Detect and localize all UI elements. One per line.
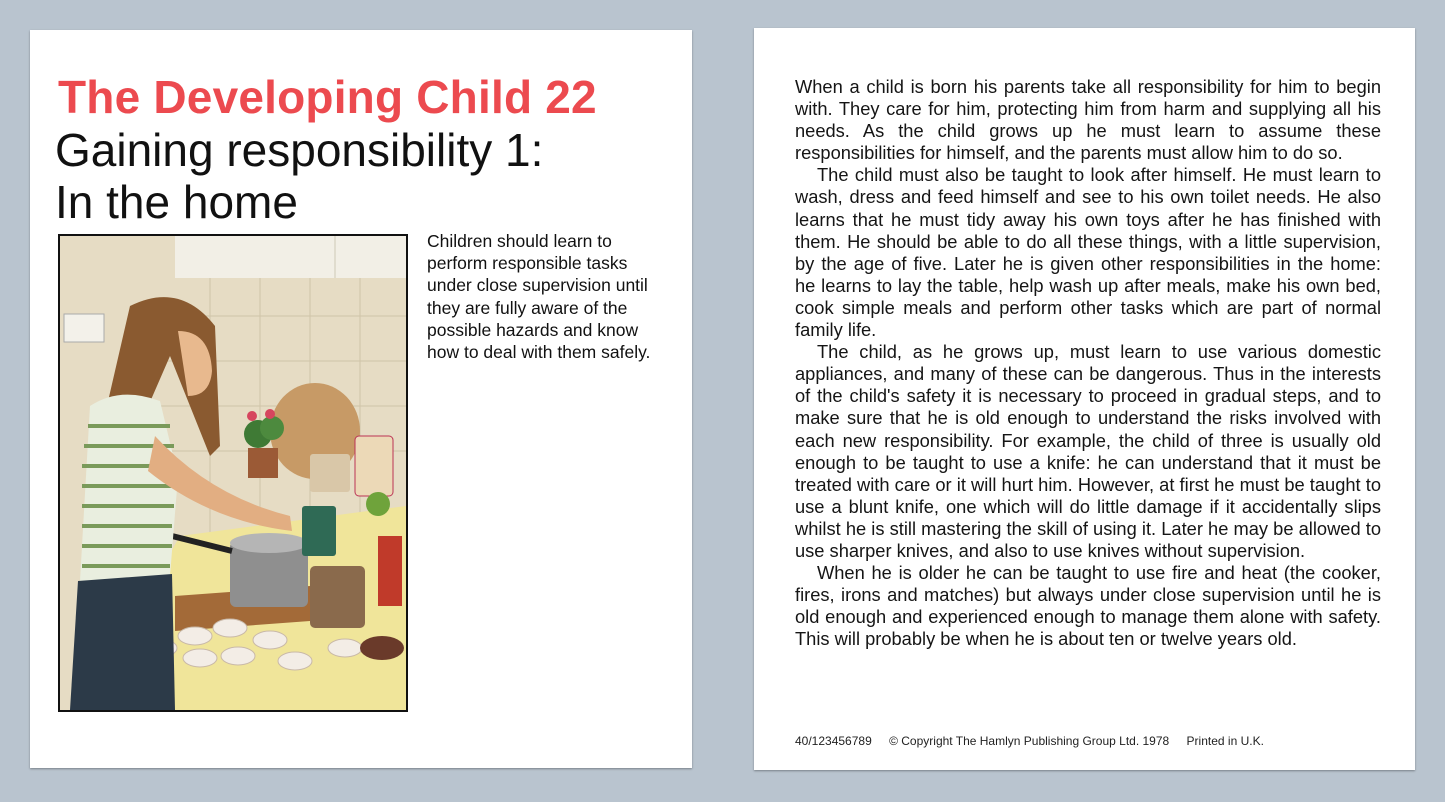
- card-title-line2: In the home: [55, 176, 298, 228]
- paragraph: When a child is born his parents take all responsibility for him to begin with. They care for him, protecting him from harm and supplying all his needs. As the child grows up he must learn to assume these responsibilities for himself, and the parents must allow him to do so.: [795, 76, 1381, 164]
- card-title: [55, 124, 675, 228]
- card-code: 40/123456789: [795, 734, 872, 748]
- kitchen-photo: [58, 234, 408, 712]
- copyright-notice: © Copyright The Hamlyn Publishing Group Ltd. 1978: [889, 734, 1170, 748]
- paragraph: When he is older he can be taught to use fire and heat (the cooker, fires, irons and matches) but always under close supervision until he is old enough and experienced enough to manage them alone with safety. This will probably be when he is about ten or twelve years old.: [795, 562, 1381, 650]
- printed-in: Printed in U.K.: [1186, 734, 1264, 748]
- series-title: The Developing Child 22: [58, 71, 597, 123]
- body-text: [795, 76, 1381, 650]
- footer: [795, 734, 1395, 748]
- card-back: [754, 28, 1415, 770]
- caption: Children should learn to perform responsible tasks under close supervision until they are fully aware of the possible hazards and know how to deal with them safely.: [427, 231, 651, 363]
- paragraph: The child must also be taught to look after himself. He must learn to wash, dress and feed himself and see to his own toilet needs. He also learns that he must tidy away his own toys after he has finished with them. He should be able to do all these things, with a little supervision, by the age of five. Later he is given other responsibilities in the home: he learns to lay the table, help wash up after meals, make his own bed, cook simple meals and perform other tasks which are part of normal family life.: [795, 164, 1381, 341]
- card-title-line1: Gaining responsibility 1:: [55, 124, 544, 176]
- card-front: [30, 30, 692, 768]
- paragraph: The child, as he grows up, must learn to use various domestic appliances, and many of these can be dangerous. Thus in the interests of the child's safety it is necessary to proceed in gradual steps, and to make sure that he is old enough to understand the risks involved with each new responsibility. For example, the child of three is usually old enough to be taught to use a knife: he can understand that it must be treated with care or it will hurt him. However, at first he must be taught to use a blunt knife, one which will do little damage if it accidentally slips whilst he is still mastering the skill of using it. Later he may be allowed to use sharper knives, and also to use knives without supervision.: [795, 341, 1381, 561]
